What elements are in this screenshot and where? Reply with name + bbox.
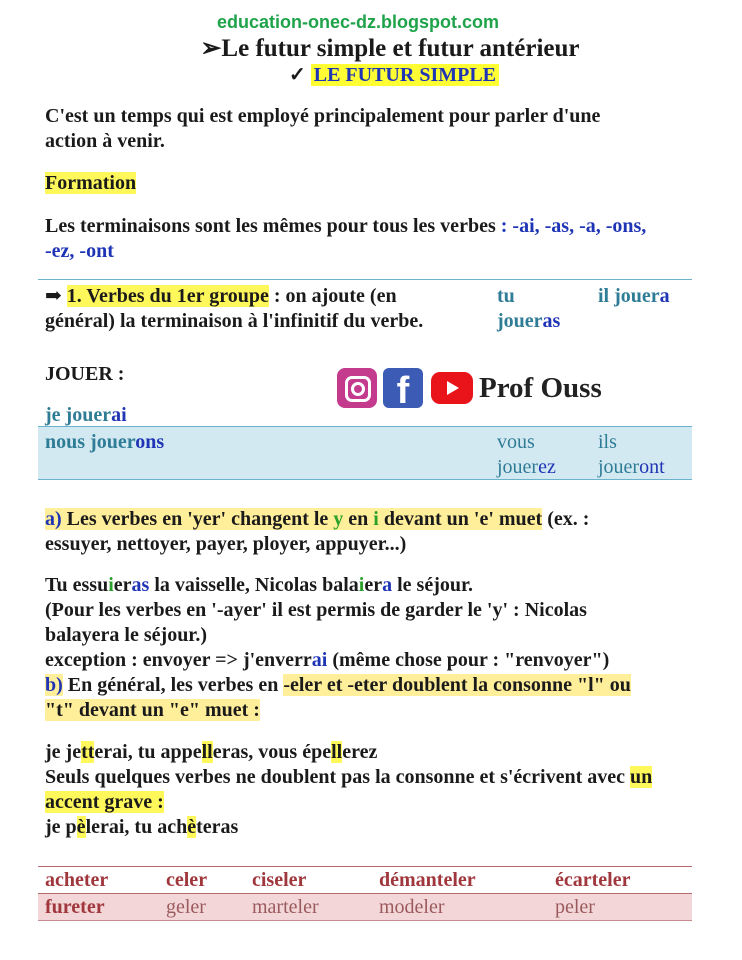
rule-a-line-2: essuyer, nettoyer, payer, ployer, appuyer...): [45, 533, 407, 555]
channel-name: Prof Ouss: [479, 372, 602, 404]
conj-je-stem: je jouer: [45, 404, 112, 426]
rule-a-letter: a): [45, 508, 62, 530]
accent-examples: je pèlerai, tu achèteras: [45, 816, 239, 838]
instagram-icon[interactable]: [337, 368, 377, 408]
table-cell: peler: [548, 894, 692, 921]
conj-il-ending: a: [659, 285, 670, 307]
arrow-icon: ➡: [45, 285, 62, 307]
page-title: ➢Le futur simple et futur antérieur: [200, 35, 580, 62]
doubling-examples: je jetterai, tu appelleras, vous épellerez: [45, 741, 378, 763]
conj-vous-ending: ez: [538, 456, 556, 478]
formation-label: Formation: [45, 172, 137, 194]
conj-il: [598, 284, 670, 309]
conj-ils: [598, 430, 665, 480]
accent-rule-line-2: accent grave :: [45, 791, 164, 813]
site-url[interactable]: education-onec-dz.blogspot.com: [217, 12, 499, 32]
table-cell: écarteler: [548, 867, 692, 894]
example-sentence-1: Tu essuieras la vaisselle, Nicolas balaiera le séjour.: [45, 574, 474, 596]
conj-il-stem: il jouer: [598, 285, 660, 307]
conj-je: [45, 403, 127, 428]
conj-nous-ending: ons: [135, 431, 165, 453]
terminaisons-paragraph: [45, 214, 725, 264]
terminaisons-colon: :: [500, 215, 508, 237]
rule-b-letter: b): [45, 674, 63, 696]
jouer-label: JOUER :: [45, 363, 125, 385]
rule-a: [45, 507, 725, 557]
conj-tu-ending: as: [542, 310, 561, 332]
table-row: [38, 867, 692, 894]
intro-paragraph: [45, 104, 600, 154]
accent-rule-line: Seuls quelques verbes ne doublent pas la consonne et s'écrivent avec un: [45, 766, 653, 788]
conj-nous: [45, 430, 164, 455]
group1-text: : on ajoute (en: [268, 285, 397, 307]
table-cell: acheter: [38, 867, 159, 894]
intro-line-1: C'est un temps qui est employé principalement pour parler d'une: [45, 105, 601, 127]
terminaisons-text: Les terminaisons sont les mêmes pour tous les verbes: [45, 215, 501, 237]
table-cell: modeler: [372, 894, 548, 921]
youtube-icon[interactable]: [431, 372, 473, 404]
example-sentence-2: (Pour les verbes en '-ayer' il est permis de garder le 'y' : Nicolas: [45, 599, 587, 621]
group1-label: 1. Verbes du 1er groupe: [66, 285, 269, 307]
divider: [38, 279, 692, 280]
verbs-table: [38, 866, 692, 921]
table-cell: marteler: [245, 894, 372, 921]
social-banner: [337, 366, 617, 410]
table-cell: démanteler: [372, 867, 548, 894]
table-row: [38, 894, 692, 921]
intro-line-2: action à venir.: [45, 130, 165, 152]
rule-b-highlight: -eler et -eter doublent la consonne "l" ou: [283, 674, 631, 696]
formation-heading: [45, 171, 136, 196]
endings-line-1: -ai, -as, -a, -ons,: [507, 215, 647, 237]
group1-rule: [45, 284, 465, 334]
divider: [38, 479, 692, 480]
rule-b-text: En général, les verbes en: [62, 674, 284, 696]
conj-ils-ending: ont: [639, 456, 665, 478]
table-cell: celer: [159, 867, 245, 894]
conj-vous-stem: jouer: [497, 456, 539, 478]
endings-line-2: -ez, -ont: [45, 240, 114, 262]
example-sentence-3: balayera le séjour.): [45, 624, 208, 646]
subtitle-label: LE FUTUR SIMPLE: [311, 64, 499, 86]
conj-tu-pronoun: tu: [497, 285, 515, 307]
rule-b-line-2: "t" devant un "e" muet :: [45, 699, 260, 721]
conj-ils-pronoun: ils: [598, 431, 617, 453]
rule-a-text: Les verbes en 'yer' changent le y en i devant un 'e' muet: [61, 508, 543, 530]
rule-a-example: (ex. :: [542, 508, 590, 530]
conj-vous: [497, 430, 556, 480]
rule-b: [45, 673, 725, 723]
conj-vous-pronoun: vous: [497, 431, 535, 453]
table-cell: ciseler: [245, 867, 372, 894]
conj-tu: [497, 284, 560, 334]
facebook-icon[interactable]: f: [383, 368, 423, 408]
check-icon: ✓: [288, 64, 306, 86]
conj-nous-stem: nous jouer: [45, 431, 136, 453]
exception-line: exception : envoyer => j'enverrai (même chose pour : "renvoyer"): [45, 649, 610, 671]
examples-a: [45, 573, 725, 673]
conj-je-ending: ai: [111, 404, 127, 426]
table-cell: fureter: [38, 894, 159, 921]
table-cell: geler: [159, 894, 245, 921]
section-subtitle: [0, 62, 742, 87]
group1-text-2: général) la terminaison à l'infinitif du verbe.: [45, 310, 424, 332]
examples-b: [45, 740, 725, 840]
conj-ils-stem: jouer: [598, 456, 640, 478]
conj-tu-stem: jouer: [497, 310, 543, 332]
